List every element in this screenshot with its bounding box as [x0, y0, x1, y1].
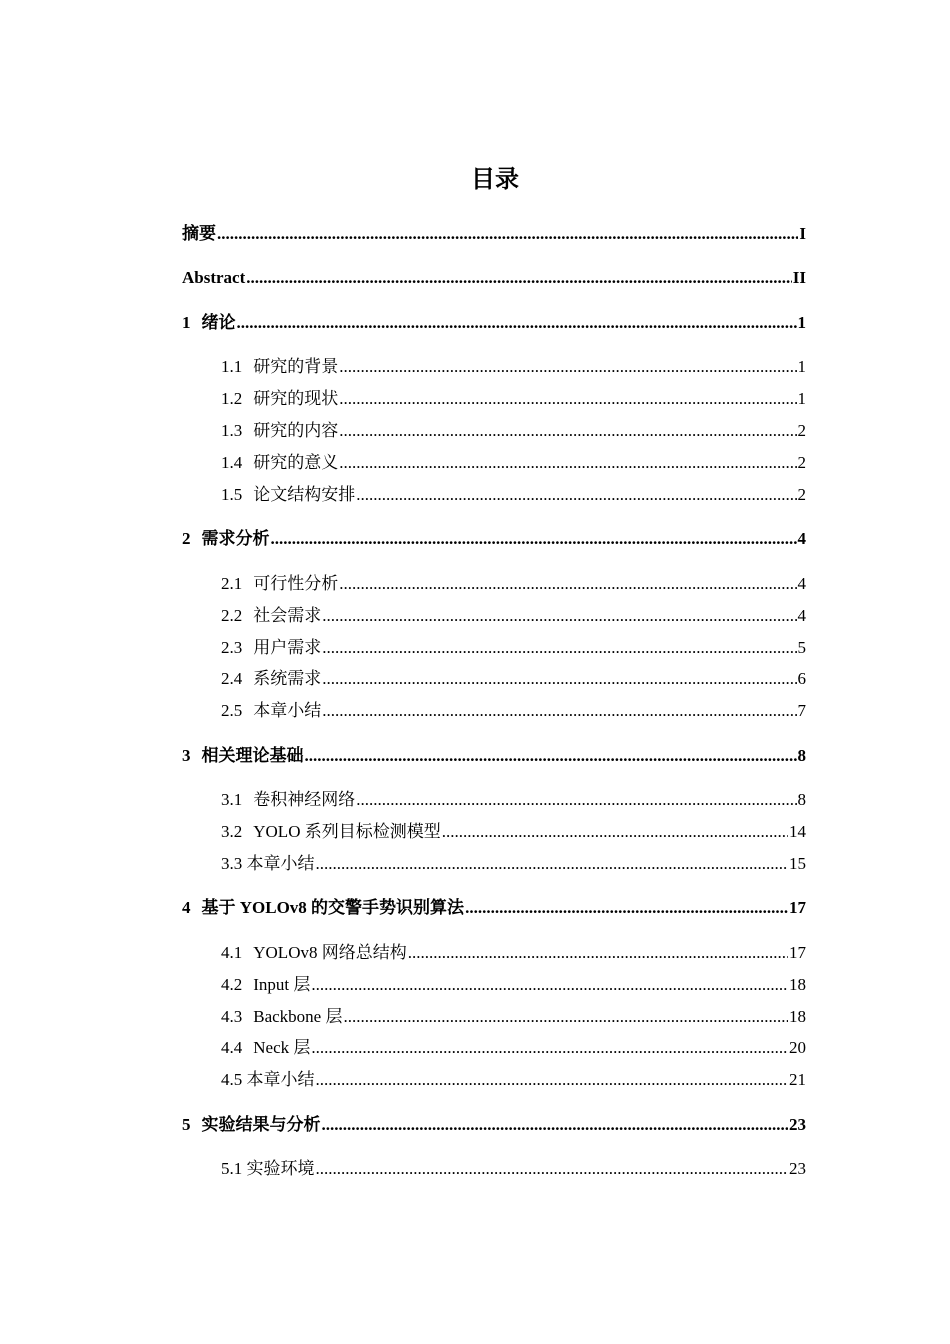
toc-section-entry[interactable]: [221, 788, 806, 812]
toc-section-entry[interactable]: [221, 1157, 806, 1181]
dot-leader: [322, 699, 796, 723]
toc-entry-page-number: 7: [797, 701, 806, 720]
toc-section-entry[interactable]: [221, 572, 806, 596]
toc-entry-number: 1: [182, 313, 191, 332]
toc-entry-page-number: 2: [797, 485, 806, 504]
toc-entry-label: 基于 YOLOv8 的交警手势识别算法: [201, 898, 465, 917]
toc-entry-number: 1.5: [221, 485, 243, 504]
toc-entry-label: 需求分析: [201, 529, 270, 548]
toc-section-entry[interactable]: [221, 419, 806, 443]
toc-entry-page-number: 23: [789, 1115, 806, 1134]
toc-entry-label: Input 层: [253, 975, 311, 994]
toc-entry-number: 1.3: [221, 421, 243, 440]
toc-entry-number: 3.1: [221, 790, 243, 809]
toc-entry-number: 2.4: [221, 669, 243, 688]
dot-leader: [356, 788, 796, 812]
dot-leader: [339, 387, 796, 411]
toc-entry-label: YOLO 系列目标检测模型: [253, 822, 441, 841]
toc-entry-label: Abstract: [182, 268, 246, 287]
toc-entry-page-number: 2: [797, 421, 806, 440]
toc-entry-page-number: 2: [797, 453, 806, 472]
dot-leader: [339, 419, 796, 443]
toc-entry-label: 用户需求: [253, 638, 322, 657]
toc-chapter-entry[interactable]: [182, 527, 806, 551]
toc-entry-page-number: 6: [797, 669, 806, 688]
toc-entry-number: 4.2: [221, 975, 243, 994]
toc-chapter-entry[interactable]: [182, 1113, 806, 1137]
toc-entry-label: 4.5 本章小结: [221, 1070, 315, 1089]
toc-entry-number: 4.3: [221, 1007, 243, 1026]
toc-section-entry[interactable]: [221, 1036, 806, 1060]
toc-entry-number: 5: [182, 1115, 191, 1134]
toc-entry-page-number: 21: [789, 1070, 806, 1089]
dot-leader: [465, 896, 788, 920]
toc-entry-page-number: 4: [797, 606, 806, 625]
dot-leader: [271, 527, 797, 551]
toc-entry-page-number: 18: [789, 975, 806, 994]
toc-entry-label: 研究的意义: [253, 453, 339, 472]
dot-leader: [322, 636, 796, 660]
dot-leader: [237, 311, 797, 335]
dot-leader: [311, 1036, 788, 1060]
toc-entry-page-number: 1: [797, 389, 806, 408]
toc-section-entry[interactable]: [221, 1005, 806, 1029]
toc-chapter-entry[interactable]: [182, 896, 806, 920]
toc-entry-label: 3.3 本章小结: [221, 854, 315, 873]
toc-entry-number: 2.1: [221, 574, 243, 593]
dot-leader: [311, 973, 788, 997]
toc-entry-page-number: 4: [797, 574, 806, 593]
toc-entry-label: 5.1 实验环境: [221, 1159, 315, 1178]
toc-entry-page-number: II: [792, 268, 806, 287]
toc-section-entry[interactable]: [221, 483, 806, 507]
toc-entry-page-number: 8: [797, 746, 806, 765]
toc-entry-label: 相关理论基础: [201, 746, 304, 765]
dot-leader: [356, 483, 796, 507]
toc-section-entry[interactable]: [221, 973, 806, 997]
toc-entry-number: 4: [182, 898, 191, 917]
dot-leader: [322, 667, 796, 691]
toc-entry-number: 4.1: [221, 943, 243, 962]
toc-entry-page-number: 20: [789, 1038, 806, 1057]
toc-entry-number: 2: [182, 529, 191, 548]
dot-leader: [305, 744, 797, 768]
toc-entry-page-number: 14: [789, 822, 806, 841]
toc-chapter-entry[interactable]: [182, 266, 806, 290]
dot-leader: [339, 572, 796, 596]
toc-section-entry[interactable]: [221, 636, 806, 660]
toc-entry-number: 2.5: [221, 701, 243, 720]
dot-leader: [339, 355, 796, 379]
dot-leader: [442, 820, 788, 844]
toc-chapter-entry[interactable]: [182, 222, 806, 246]
dot-leader: [316, 1157, 789, 1181]
dot-leader: [316, 1068, 789, 1092]
toc-section-entry[interactable]: [221, 667, 806, 691]
toc-entry-number: 4.4: [221, 1038, 243, 1057]
toc-section-entry[interactable]: [221, 820, 806, 844]
toc-entry-label: Backbone 层: [253, 1007, 343, 1026]
toc-entry-number: 1.4: [221, 453, 243, 472]
page-title: 目录: [471, 165, 519, 193]
toc-entry-page-number: 1: [797, 357, 806, 376]
toc-section-entry[interactable]: [221, 604, 806, 628]
toc-entry-page-number: 8: [797, 790, 806, 809]
toc-entry-label: 社会需求: [253, 606, 322, 625]
toc-entry-page-number: 18: [789, 1007, 806, 1026]
toc-section-entry[interactable]: [221, 941, 806, 965]
toc-entry-label: 研究的内容: [253, 421, 339, 440]
toc-entry-label: Neck 层: [253, 1038, 311, 1057]
toc-entry-label: 系统需求: [253, 669, 322, 688]
toc-entry-page-number: 15: [789, 854, 806, 873]
toc-section-entry[interactable]: [221, 387, 806, 411]
dot-leader: [408, 941, 788, 965]
toc-entry-label: 摘要: [182, 224, 216, 243]
toc-section-entry[interactable]: [221, 451, 806, 475]
toc-entry-page-number: I: [799, 224, 806, 243]
toc-entry-page-number: 1: [797, 313, 806, 332]
toc-entry-label: 实验结果与分析: [201, 1115, 321, 1134]
dot-leader: [246, 266, 792, 290]
dot-leader: [322, 1113, 789, 1137]
dot-leader: [322, 604, 796, 628]
toc-section-entry[interactable]: [221, 1068, 806, 1092]
toc-entry-label: 绪论: [201, 313, 236, 332]
toc-entry-label: 卷积神经网络: [253, 790, 356, 809]
toc-section-entry[interactable]: [221, 355, 806, 379]
toc-entry-number: 3: [182, 746, 191, 765]
toc-entry-number: 2.3: [221, 638, 243, 657]
toc-section-entry[interactable]: [221, 699, 806, 723]
dot-leader: [343, 1005, 788, 1029]
toc-chapter-entry[interactable]: [182, 311, 806, 335]
dot-leader: [217, 222, 798, 246]
toc-entry-label: 研究的背景: [253, 357, 339, 376]
toc-section-entry[interactable]: [221, 852, 806, 876]
toc-entry-label: YOLOv8 网络总结构: [253, 943, 407, 962]
toc-entry-page-number: 23: [789, 1159, 806, 1178]
toc-entry-page-number: 17: [789, 898, 806, 917]
dot-leader: [316, 852, 789, 876]
toc-entry-number: 3.2: [221, 822, 243, 841]
toc-entry-number: 1.1: [221, 357, 243, 376]
toc-entry-label: 可行性分析: [253, 574, 339, 593]
toc-entry-page-number: 4: [797, 529, 806, 548]
toc-entry-label: 论文结构安排: [253, 485, 356, 504]
toc-entry-label: 研究的现状: [253, 389, 339, 408]
toc-entry-number: 2.2: [221, 606, 243, 625]
dot-leader: [339, 451, 796, 475]
toc-entry-number: 1.2: [221, 389, 243, 408]
toc-entry-page-number: 17: [789, 943, 806, 962]
toc-chapter-entry[interactable]: [182, 744, 806, 768]
toc-entry-page-number: 5: [797, 638, 806, 657]
toc-entry-label: 本章小结: [253, 701, 322, 720]
